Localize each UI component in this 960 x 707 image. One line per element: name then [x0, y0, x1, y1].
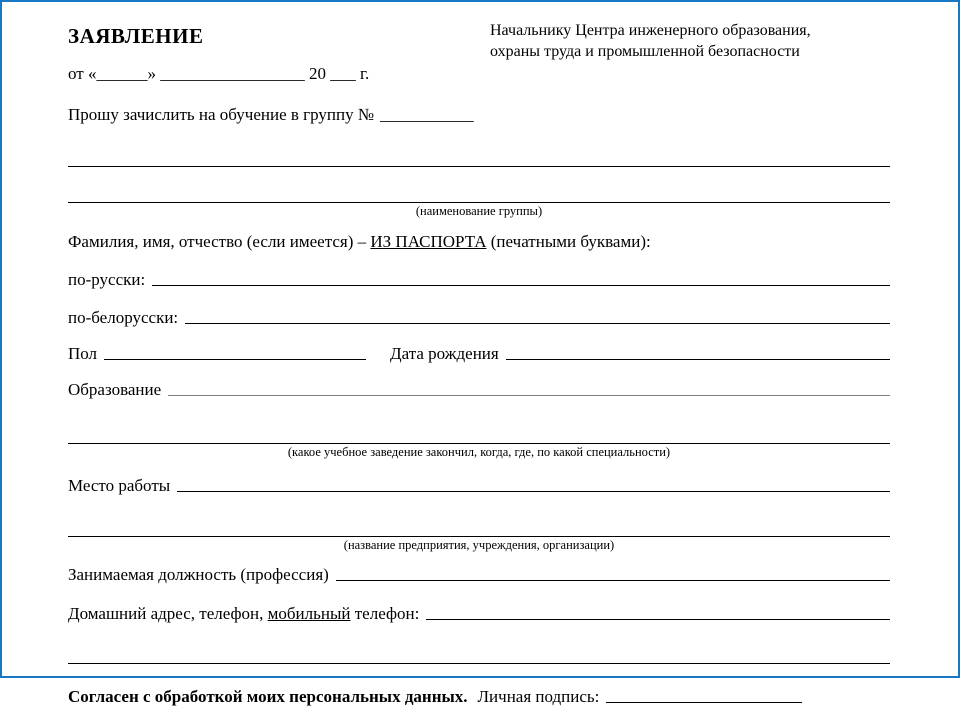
workplace-row — [68, 476, 890, 496]
addressee-line-2: охраны труда и промышленной безопасности — [490, 43, 800, 60]
education-blank-line-2[interactable] — [68, 443, 890, 444]
sex-birth-row — [68, 344, 890, 364]
education-blank-line[interactable] — [168, 393, 890, 396]
address-mobile-word: мобильный — [267, 604, 351, 623]
birth-date-blank-line[interactable] — [506, 357, 890, 360]
fio-russian-label: по-русски: — [68, 270, 146, 289]
fio-belarusian-blank-line[interactable] — [185, 321, 890, 324]
group-name-blank-line-2[interactable] — [68, 202, 890, 203]
sex-label: Пол — [68, 344, 98, 363]
position-row — [68, 565, 890, 585]
position-label: Занимаемая должность (профессия) — [68, 565, 329, 584]
address-label: Домашний адрес, телефон, мобильный телефон: — [68, 604, 420, 623]
fio-heading — [68, 232, 890, 252]
address-blank-line-2[interactable] — [68, 663, 890, 664]
fio-belarusian-label: по-белорусски: — [68, 308, 179, 327]
education-label: Образование — [68, 380, 162, 399]
consent-statement: Согласен с обработкой моих персональных данных. — [68, 687, 468, 706]
group-number-label: Прошу зачислить на обучение в группу № — [68, 105, 375, 124]
workplace-blank-line-2[interactable] — [68, 536, 890, 537]
group-number-row — [68, 105, 890, 125]
fio-heading-after: (печатными буквами): — [486, 232, 651, 251]
signature-label: Личная подпись: — [477, 687, 600, 706]
addressee-line-1: Начальнику Центра инженерного образования, — [490, 22, 811, 39]
address-blank-line[interactable] — [426, 617, 890, 620]
workplace-blank-line[interactable] — [177, 489, 890, 492]
date-row: от «______» _________________ 20 ___ г. — [68, 64, 370, 83]
consent-row — [68, 687, 890, 707]
sex-blank-line[interactable] — [104, 357, 366, 360]
form-header — [68, 20, 890, 62]
addressee-block — [490, 20, 890, 62]
fio-russian-blank-line[interactable] — [152, 283, 890, 286]
group-number-blank[interactable]: ___________ — [380, 105, 474, 124]
position-blank-line[interactable] — [336, 578, 890, 581]
page-title: ЗАЯВЛЕНИЕ — [68, 24, 204, 48]
education-caption: (какое учебное заведение закончил, когда, где, по какой специальности) — [287, 445, 671, 459]
group-name-blank-line-1[interactable] — [68, 166, 890, 167]
fio-belarusian-row — [68, 308, 890, 328]
fio-heading-before: Фамилия, имя, отчество (если имеется) – — [68, 232, 371, 251]
group-name-caption: (наименование группы) — [415, 204, 543, 218]
education-row — [68, 380, 890, 400]
workplace-caption: (название предприятия, учреждения, организации) — [343, 538, 615, 552]
birth-date-label: Дата рождения — [390, 344, 499, 363]
workplace-label: Место работы — [68, 476, 171, 495]
fio-heading-passport: ИЗ ПАСПОРТА — [370, 232, 487, 251]
fio-russian-row — [68, 270, 890, 290]
signature-blank-line[interactable] — [606, 700, 802, 703]
address-row — [68, 604, 890, 624]
